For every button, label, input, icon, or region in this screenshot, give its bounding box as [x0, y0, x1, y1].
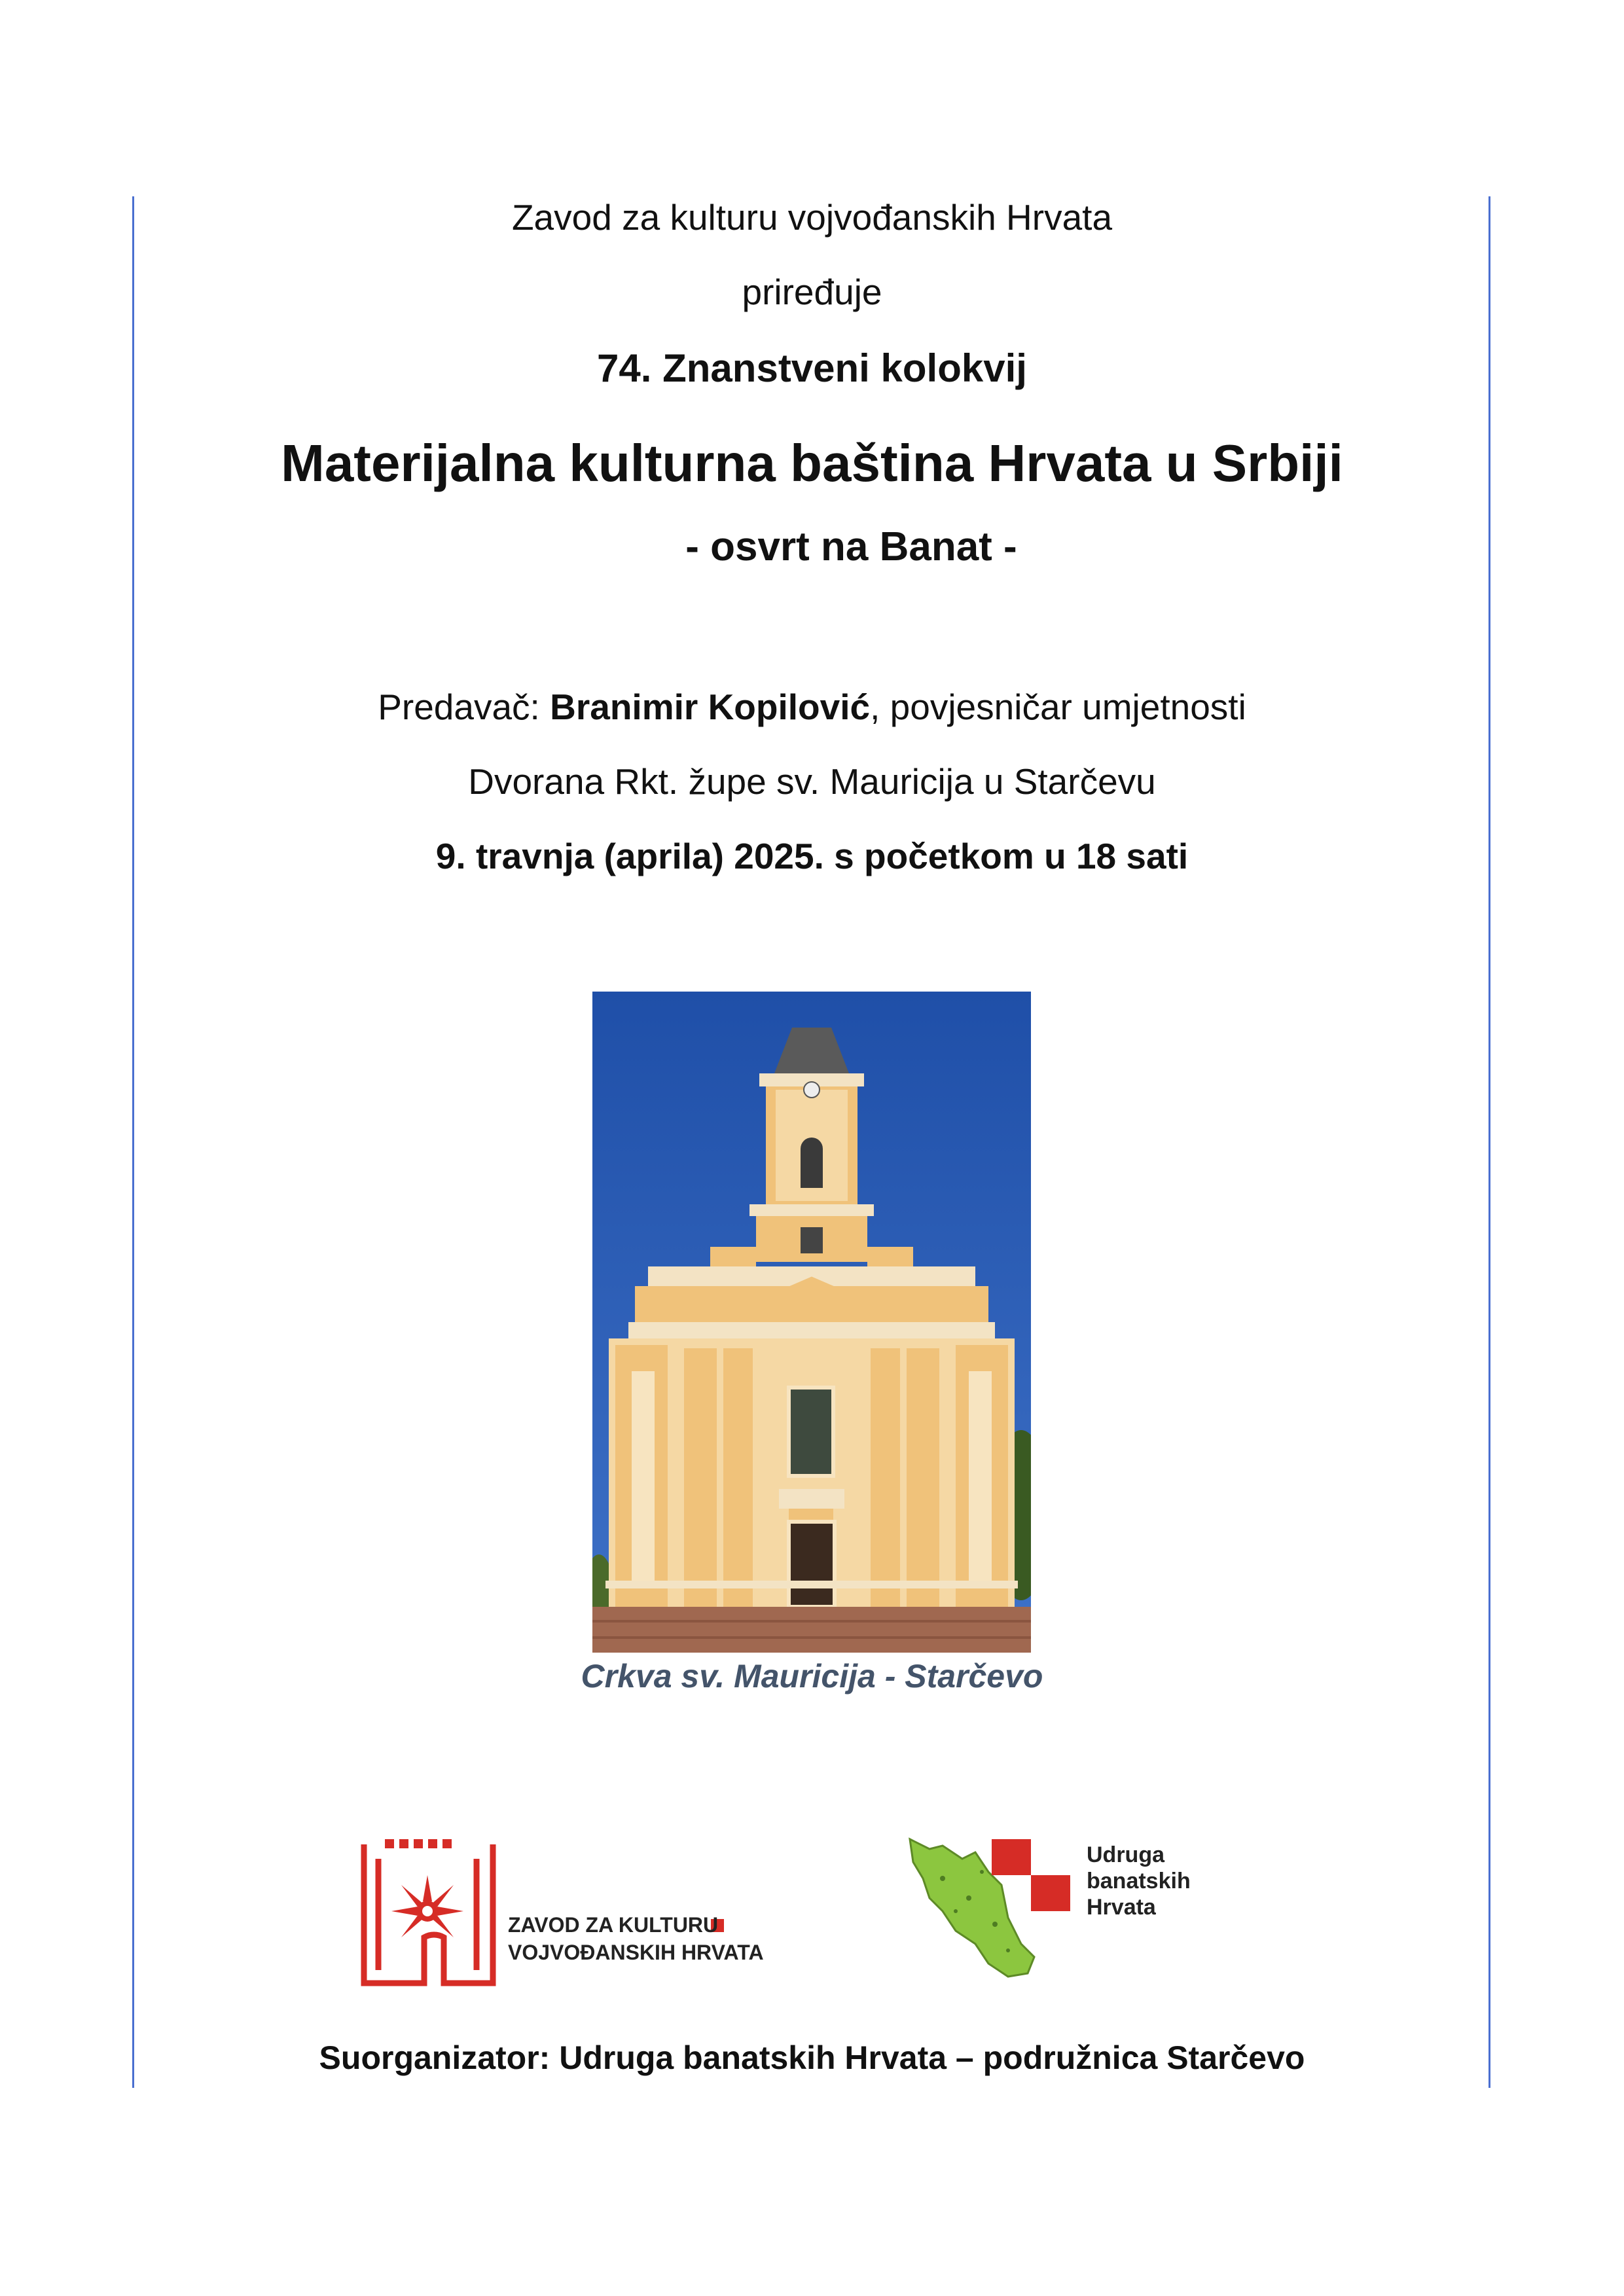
photo-caption: Crkva sv. Mauricija - Starčevo	[581, 1658, 1043, 1695]
organizer-name: Zavod za kulturu vojvođanskih Hrvata	[511, 197, 1113, 238]
presents-label: priređuje	[742, 272, 882, 312]
zavod-logo-line1: ZAVOD ZA KULTURU	[508, 1913, 719, 1937]
event-title: Materijalna kulturna baština Hrvata u Srbiji	[281, 434, 1343, 492]
lecturer-name: Branimir Kopilović	[550, 687, 871, 727]
udruga-logo-line3: Hrvata	[1087, 1895, 1156, 1920]
event-number: 74. Znanstveni kolokvij	[597, 346, 1027, 390]
event-subtitle: - osvrt na Banat -	[685, 524, 1017, 569]
venue: Dvorana Rkt. župe sv. Mauricija u Starčevu	[468, 761, 1156, 802]
zavod-logo	[359, 1839, 817, 1990]
udruga-logo-line1: Udruga	[1087, 1842, 1164, 1867]
udruga-logo	[903, 1833, 1270, 1990]
zavod-logo-line2: VOJVOĐANSKIH HRVATA	[508, 1941, 764, 1964]
lecturer-label: Predavač:	[378, 687, 550, 727]
udruga-logo-line2: banatskih	[1087, 1869, 1191, 1893]
lecturer-line	[0, 686, 1624, 728]
church-photo	[592, 992, 1031, 1653]
coorganizer-footer: Suorganizator: Udruga banatskih Hrvata – podružnica Starčevo	[319, 2039, 1305, 2076]
event-datetime: 9. travnja (aprila) 2025. s početkom u 18 sati	[435, 836, 1189, 876]
lecturer-role: , povjesničar umjetnosti	[870, 687, 1246, 727]
